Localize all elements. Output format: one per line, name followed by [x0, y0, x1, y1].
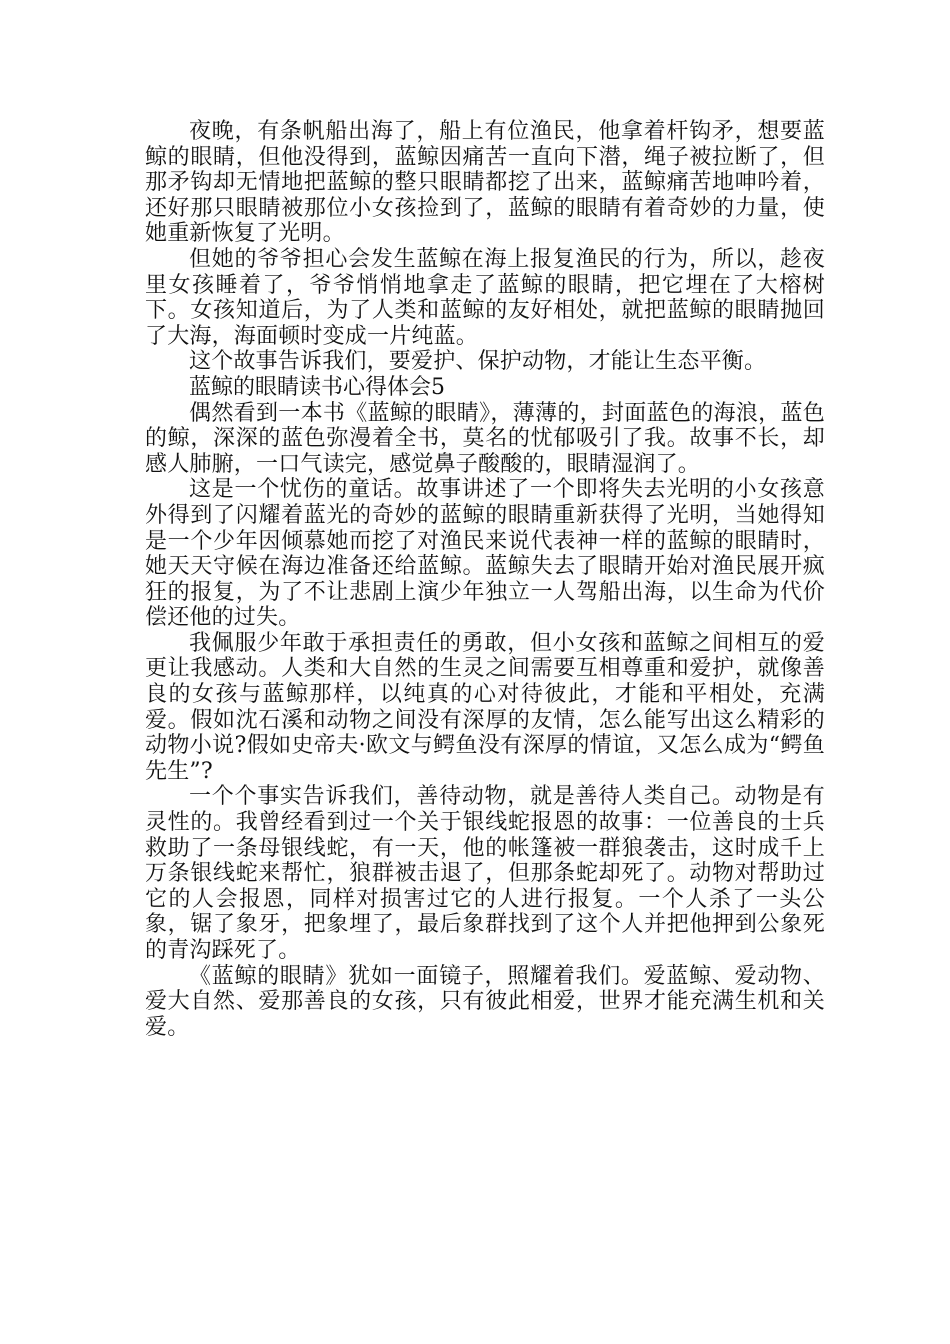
paragraph: 偶然看到一本书《蓝鲸的眼睛》，薄薄的，封面蓝色的海浪，蓝色的鲸，深深的蓝色弥漫着全书，莫名的忧郁吸引了我。故事不长，却感人肺腑，一口气读完，感觉鼻子酸酸的，眼睛湿润了。 [145, 400, 825, 477]
paragraph: 夜晚，有条帆船出海了，船上有位渔民，他拿着杆钩矛，想要蓝鲸的眼睛，但他没得到，蓝鲸因痛苦一直向下潜，绳子被拉断了，但那矛钩却无情地把蓝鲸的整只眼睛都挖了出来，蓝鲸痛苦地呻吟着，还好那只眼睛被那位小女孩捡到了，蓝鲸的眼睛有着奇妙的力量，使她重新恢复了光明。 [145, 119, 825, 247]
paragraph: 我佩服少年敢于承担责任的勇敢，但小女孩和蓝鲸之间相互的爱更让我感动。人类和大自然的生灵之间需要互相尊重和爱护，就像善良的女孩与蓝鲸那样，以纯真的心对待彼此，才能和平相处，充满爱。假如沈石溪和动物之间没有深厚的友情，怎么能写出这么精彩的动物小说?假如史帝夫·欧文与鳄鱼没有深厚的情谊，又怎么成为“鳄鱼先生”? [145, 630, 825, 784]
paragraph: 一个个事实告诉我们，善待动物，就是善待人类自己。动物是有灵性的。我曾经看到过一个关于银线蛇报恩的故事：一位善良的士兵救助了一条母银线蛇，有一天，他的帐篷被一群狼袭击，这时成千上万条银线蛇来帮忙，狼群被击退了，但那条蛇却死了。动物对帮助过它的人会报恩，同样对损害过它的人进行报复。一个人杀了一头公象，锯了象牙，把象埋了，最后象群找到了这个人并把他押到公象死的青沟踩死了。 [145, 784, 825, 963]
section-title: 蓝鲸的眼睛读书心得体会5 [189, 374, 445, 400]
paragraph: 但她的爷爷担心会发生蓝鲸在海上报复渔民的行为，所以，趁夜里女孩睡着了，爷爷悄悄地拿走了蓝鲸的眼睛，把它埋在了大榕树下。女孩知道后，为了人类和蓝鲸的友好相处，就把蓝鲸的眼睛抛回了大海，海面顿时变成一片纯蓝。 [145, 246, 825, 349]
document-body [145, 119, 825, 1040]
paragraph: 这是一个忧伤的童话。故事讲述了一个即将失去光明的小女孩意外得到了闪耀着蓝光的奇妙的蓝鲸的眼睛重新获得了光明，当她得知是一个少年因倾慕她而挖了对渔民来说代表神一样的蓝鲸的眼睛时，她天天守候在海边准备还给蓝鲸。蓝鲸失去了眼睛开始对渔民展开疯狂的报复，为了不让悲剧上演少年独立一人驾船出海，以生命为代价偿还他的过失。 [145, 477, 825, 631]
paragraph: 这个故事告诉我们，要爱护、保护动物，才能让生态平衡。 [189, 349, 767, 375]
paragraph: 《蓝鲸的眼睛》犹如一面镜子，照耀着我们。爱蓝鲸、爱动物、爱大自然、爱那善良的女孩，只有彼此相爱，世界才能充满生机和关爱。 [145, 963, 825, 1040]
